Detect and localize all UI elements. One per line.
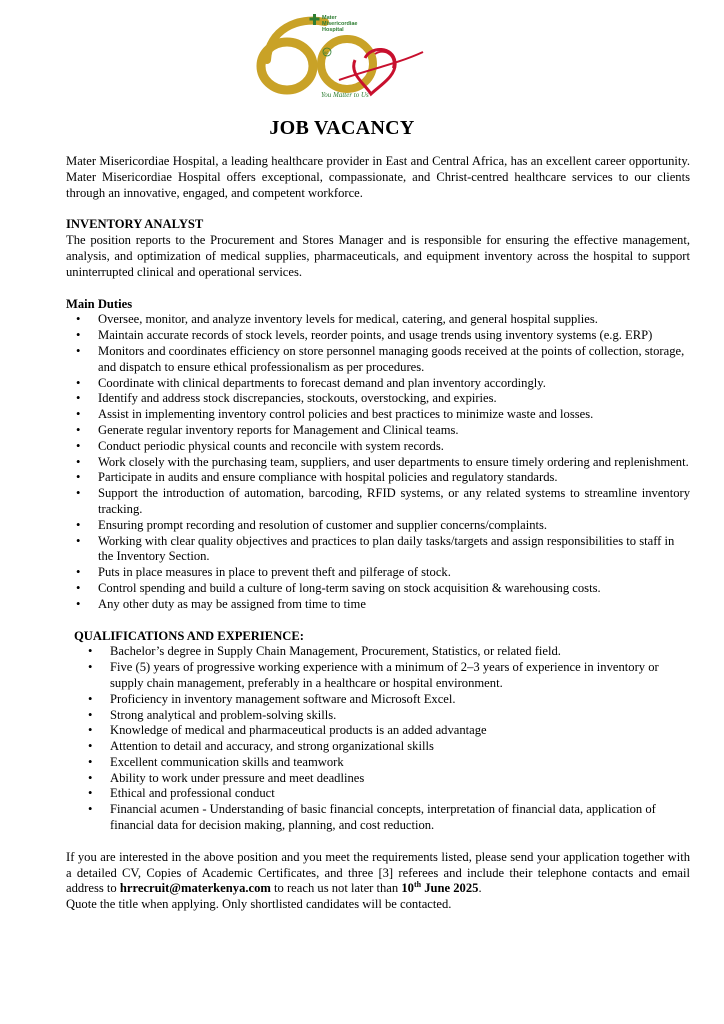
list-item: • Attention to detail and accuracy, and strong organizational skills — [110, 739, 690, 755]
list-item: • Identify and address stock discrepancies, stockouts, overstocking, and expiries. — [98, 391, 690, 407]
logo-brand-line3: Hospital — [322, 27, 344, 33]
logo-brand-line1: Mater — [322, 15, 337, 21]
application-email-link[interactable]: hrrecruit@materkenya.com — [119, 881, 271, 896]
list-item: • Financial acumen - Understanding of basic financial concepts, interpretation of financial data, application of financial data for decision making, planning, and cost reduction. — [110, 802, 690, 834]
list-item: • Monitors and coordinates efficiency on store personnel managing goods received at the points of collection, storage, and dispatch to ensure ethical professionalism as per procedures. — [98, 344, 690, 376]
qualifications-heading: QUALIFICATIONS AND EXPERIENCE: — [74, 628, 304, 643]
list-item: • Generate regular inventory reports for Management and Clinical teams. — [98, 423, 690, 439]
list-item: • Strong analytical and problem-solving skills. — [110, 708, 690, 724]
application-text: If you are interested in the above position and you meet the requirements listed, please send your application together with a detailed CV, Copies of Academic Certificates, and three [3] referees and include their telephone contacts and email address to — [66, 849, 690, 896]
document-body — [66, 154, 690, 913]
list-item: • Five (5) years of progressive working experience with a minimum of 2–3 years of experience in inventory or supply chain management, preferably in a healthcare or hospital environment. — [110, 660, 690, 692]
list-item: • Bachelor’s degree in Supply Chain Management, Procurement, Statistics, or related field. — [110, 644, 690, 660]
list-item: • Maintain accurate records of stock levels, reorder points, and usage trends using inventory systems (e.g. ERP) — [98, 328, 690, 344]
svg-text:60: 60 — [324, 50, 329, 55]
list-item: • Assist in implementing inventory control policies and best practices to minimize waste and losses. — [98, 407, 690, 423]
logo-tagline: You Matter to Us — [321, 91, 369, 99]
position-title: INVENTORY ANALYST — [66, 217, 204, 232]
application-deadline: 10th June 2025 — [401, 880, 479, 896]
list-item: • Coordinate with clinical departments to forecast demand and plan inventory accordingly. — [98, 376, 690, 392]
closing-section — [66, 850, 690, 913]
list-item: • Ensuring prompt recording and resolution of customer and supplier concerns/complaints. — [98, 518, 690, 534]
application-text-deadline: to reach us not later than — [270, 881, 402, 896]
duties-heading: Main Duties — [66, 296, 133, 311]
list-item: • Control spending and build a culture of long-term saving on stock acquisition & warehousing costs. — [98, 581, 690, 597]
list-item: • Support the introduction of automation, barcoding, RFID systems, or any related systems to streamline inventory tracking. — [98, 486, 690, 518]
list-item: • Puts in place measures in place to prevent theft and pilferage of stock. — [98, 565, 690, 581]
list-item: • Any other duty as may be assigned from time to time — [98, 597, 690, 613]
hospital-60th-anniversary-logo — [247, 8, 427, 106]
logo-brand-line2: Misericordiae — [322, 21, 358, 27]
list-item: • Working with clear quality objectives and practices to plan daily tasks/targets and assign responsibilities to staff in the Inventory Section. — [98, 534, 690, 566]
list-item: • Proficiency in inventory management software and Microsoft Excel. — [110, 692, 690, 708]
list-item: • Work closely with the purchasing team, suppliers, and user departments to ensure timely ordering and replenishment. — [98, 455, 690, 471]
page-title: JOB VACANCY — [269, 117, 415, 139]
list-item: • Knowledge of medical and pharmaceutical products is an added advantage — [110, 723, 690, 739]
closing-note: Quote the title when applying. Only shortlisted candidates will be contacted. — [66, 897, 452, 912]
list-item: • Conduct periodic physical counts and reconcile with system records. — [98, 439, 690, 455]
list-item: • Participate in audits and ensure compliance with hospital policies and regulatory standards. — [98, 470, 690, 486]
position-summary: The position reports to the Procurement and Stores Manager and is responsible for ensuring the effective management, analysis, and optimization of medical supplies, pharmaceuticals, and equipment inventory across the hospital to support uninterrupted clinical and operational services. — [66, 233, 690, 279]
list-item: • Ability to work under pressure and meet deadlines — [110, 771, 690, 787]
application-instructions: If you are interested in the above position and you meet the requirements listed, please send your application together with a detailed CV, Copies of Academic Certificates, and three [3] referees and include their telephone contacts and email address to hrrecruit@materkenya.com to reach us not later than 10th June 2025. — [66, 849, 690, 896]
duties-list — [66, 312, 690, 612]
qualifications-list — [66, 644, 690, 834]
intro-paragraph: Mater Misericordiae Hospital, a leading healthcare provider in East and Central Africa, has an excellent career opportunity. Mater Misericordiae Hospital offers exceptional, compassionate, and Christ-centred healthcare services to our clients through an innovative, engaged, and competent workforce. — [66, 154, 690, 200]
list-item: • Excellent communication skills and teamwork — [110, 755, 690, 771]
list-item: • Ethical and professional conduct — [110, 786, 690, 802]
list-item: • Oversee, monitor, and analyze inventory levels for medical, catering, and general hospital supplies. — [98, 312, 690, 328]
